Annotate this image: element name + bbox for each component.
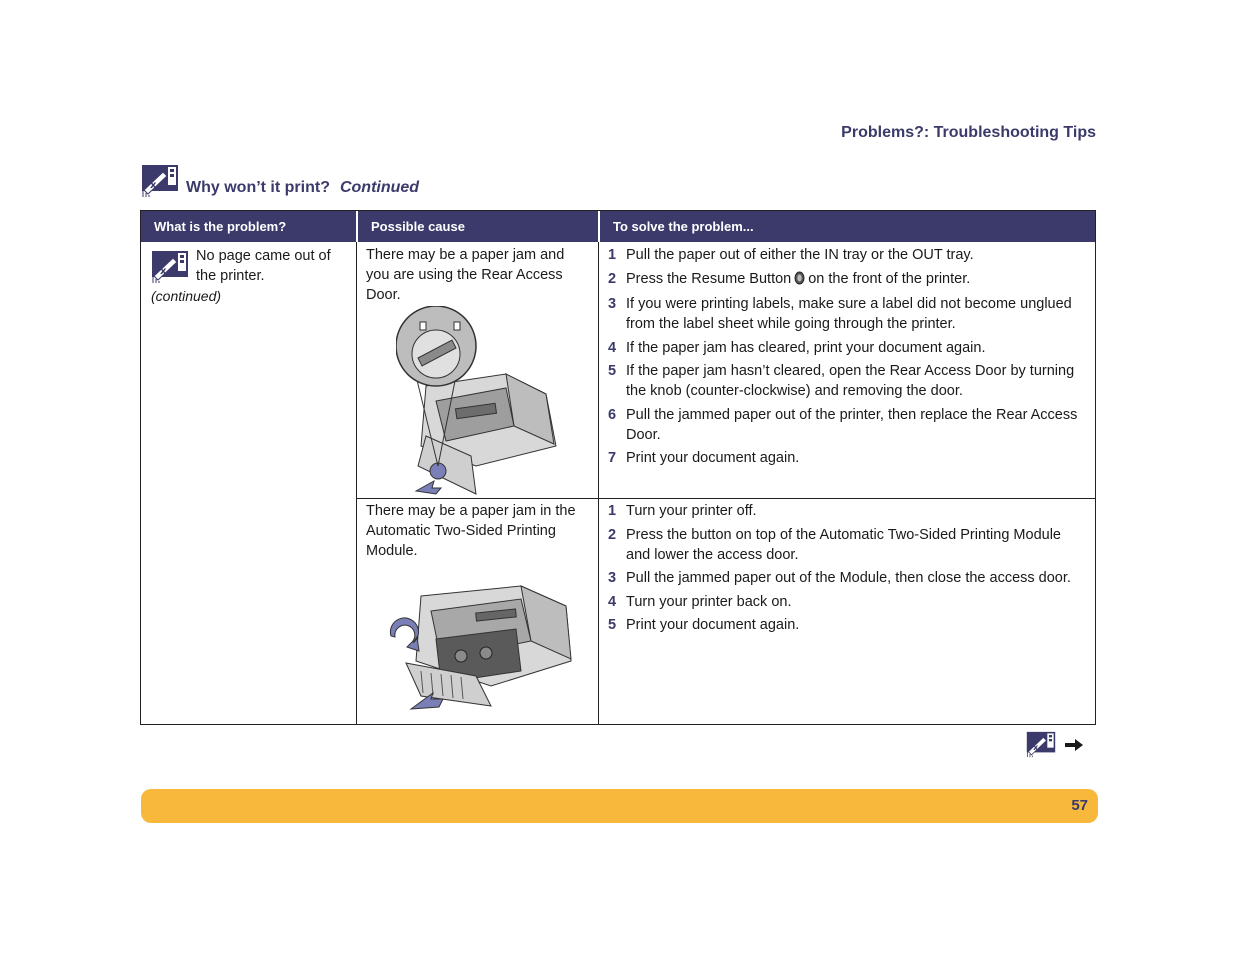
list-item: 1 Turn your printer off. [608, 503, 757, 519]
column-divider [598, 242, 599, 724]
list-item: 6 Pull the jammed paper out of the printer, then replace the Rear Access Door. [608, 406, 1078, 443]
list-item: 7 Print your document again. [608, 450, 800, 466]
page-heading [141, 162, 419, 198]
list-item: 5 If the paper jam hasn’t cleared, open the Rear Access Door by turning the knob (counter-clockwise) and removing the door. [608, 363, 1075, 399]
solution-steps-rear-door [608, 245, 1088, 472]
solution-steps-two-sided-module [608, 501, 1088, 639]
rear-access-door-illustration [396, 306, 566, 501]
list-item: 4 If the paper jam has cleared, print your document again. [608, 339, 986, 356]
next-page-arrow-icon[interactable] [1064, 738, 1084, 757]
list-item: 3 Pull the jammed paper out of the Module, then close the access door. [608, 570, 1071, 586]
list-item: 4 Turn your printer back on. [608, 593, 792, 610]
cause-two-sided-module: There may be a paper jam in the Automatic Two-Sided Printing Module. [366, 503, 576, 559]
section-header: Problems?: Troubleshooting Tips [841, 124, 1096, 141]
problem-cell [151, 246, 351, 306]
svg-text:x: x [160, 266, 167, 277]
list-item: 2 Press the Resume Button on the front of the printer. [608, 269, 1088, 291]
continued-label: Continued [339, 179, 420, 196]
resume-button-icon [794, 271, 805, 291]
troubleshooting-table [140, 210, 1096, 725]
svg-text:x: x [1033, 743, 1039, 753]
cause-rear-access-door: There may be a paper jam and you are using the Rear Access Door. [366, 247, 565, 303]
problem-continued: (continued) [151, 288, 222, 304]
two-sided-module-illustration [381, 581, 581, 716]
printer-problem-icon [141, 164, 179, 198]
printer-problem-icon [151, 250, 189, 284]
problem-text: No page came out of the printer. [196, 248, 331, 284]
list-item: 2 Press the button on top of the Automatic Two-Sided Printing Module and lower the access door. [608, 526, 1061, 563]
column-divider [356, 242, 357, 724]
list-item: 5 Print your document again. [608, 617, 800, 633]
footer-bar [141, 789, 1098, 823]
column-header-problem: What is the problem? [154, 219, 287, 234]
svg-text:x: x [150, 180, 157, 191]
table-header [141, 211, 1095, 242]
list-item: 1 Pull the paper out of either the IN tray or the OUT tray. [608, 247, 974, 263]
page-title: Why won’t it print? [186, 179, 330, 196]
list-item: 3 If you were printing labels, make sure a label did not become unglued from the label sheet while going through the printer. [608, 296, 1072, 332]
column-header-cause: Possible cause [371, 219, 465, 234]
page-navigation [1026, 731, 1084, 763]
printer-problem-icon[interactable] [1026, 731, 1056, 763]
page-number: 57 [1071, 797, 1088, 814]
column-header-solution: To solve the problem... [613, 219, 754, 234]
